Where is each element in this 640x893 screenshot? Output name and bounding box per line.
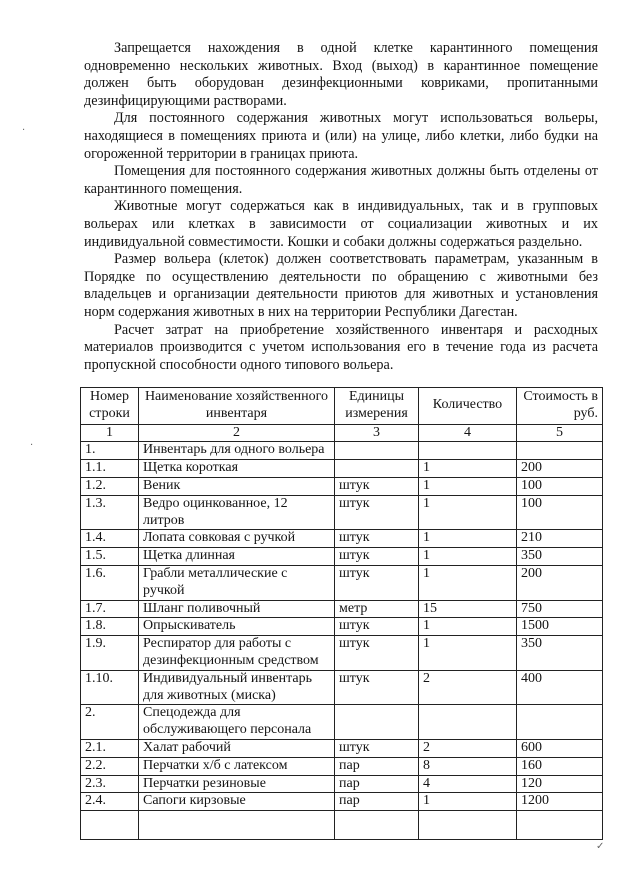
cell-name: Индивидуальный инвентарь для животных (миска)	[139, 670, 335, 705]
cell-cost: 350	[517, 636, 603, 671]
cell-qty: 1	[419, 460, 517, 478]
cell-qty: 1	[419, 618, 517, 636]
empty-cell	[139, 811, 335, 840]
table-row	[81, 757, 603, 775]
cell-num: 1.5.	[81, 548, 139, 566]
paragraph: Животные могут содержаться как в индивидуальных, так и в групповых вольерах или клетках в зависимости от социализации животных и их индивидуальной совместимости. Кошки и собаки должны содержаться раздельно.	[84, 198, 598, 250]
table-row	[81, 775, 603, 793]
cell-num: 1.4.	[81, 530, 139, 548]
empty-row	[81, 811, 603, 840]
paragraph: Для постоянного содержания животных могут использоваться вольеры, находящиеся в помещениях приюта и (или) на улице, либо клетки, либо будки на огороженной территории в границах приюта.	[84, 110, 598, 162]
cell-name: Ведро оцинкованное, 12 литров	[139, 495, 335, 530]
cell-cost	[517, 442, 603, 460]
column-number: 1	[81, 424, 139, 442]
cell-unit: метр	[335, 600, 419, 618]
table-row	[81, 530, 603, 548]
table-header-row	[81, 388, 603, 425]
cell-unit: пар	[335, 757, 419, 775]
cell-num: 2.3.	[81, 775, 139, 793]
cell-qty	[419, 705, 517, 740]
column-number: 2	[139, 424, 335, 442]
paragraph: Запрещается нахождения в одной клетке карантинного помещения одновременно нескольких животных. Вход (выход) в карантинное помещение должен быть оборудован дезинфекционными ковриками, пропитанными дезинфицирующими растворами.	[84, 40, 598, 109]
table-row	[81, 460, 603, 478]
table-section-row	[81, 442, 603, 460]
column-number-row	[81, 424, 603, 442]
margin-mark: ·	[30, 440, 34, 451]
column-number: 5	[517, 424, 603, 442]
cell-qty: 1	[419, 495, 517, 530]
cell-name: Респиратор для работы с дезинфекционным средством	[139, 636, 335, 671]
cell-num: 2.	[81, 705, 139, 740]
cell-cost: 350	[517, 548, 603, 566]
cell-cost: 200	[517, 565, 603, 600]
body-text	[84, 40, 598, 374]
cell-num: 1.8.	[81, 618, 139, 636]
table-section-row	[81, 705, 603, 740]
cell-num: 2.1.	[81, 739, 139, 757]
cell-unit	[335, 460, 419, 478]
cell-cost: 1200	[517, 793, 603, 811]
header-cell: Стоимость в руб.	[517, 388, 603, 425]
cell-num: 1.1.	[81, 460, 139, 478]
empty-cell	[419, 811, 517, 840]
cell-unit: штук	[335, 530, 419, 548]
cell-name: Щетка длинная	[139, 548, 335, 566]
inventory-table	[80, 387, 603, 840]
cell-unit: штук	[335, 636, 419, 671]
cell-name: Лопата совковая с ручкой	[139, 530, 335, 548]
header-cell: Номер строки	[81, 388, 139, 425]
cell-qty: 1	[419, 565, 517, 600]
cell-qty: 2	[419, 670, 517, 705]
cell-cost: 750	[517, 600, 603, 618]
cell-cost: 100	[517, 477, 603, 495]
cell-cost: 1500	[517, 618, 603, 636]
cell-cost: 100	[517, 495, 603, 530]
paragraph: Размер вольера (клеток) должен соответствовать параметрам, указанным в Порядке по осуществлению деятельности по обращению с животными без владельцев и организации деятельности приютов для животных и установления норм содержания животных в них на территории Республики Дагестан.	[84, 251, 598, 320]
cell-name: Халат рабочий	[139, 739, 335, 757]
cell-qty: 2	[419, 739, 517, 757]
cell-qty: 1	[419, 530, 517, 548]
cell-num: 1.9.	[81, 636, 139, 671]
cell-qty: 1	[419, 477, 517, 495]
header-cell: Единицы измерения	[335, 388, 419, 425]
table-row	[81, 636, 603, 671]
cell-qty	[419, 442, 517, 460]
cell-name: Спецодежда для обслуживающего персонала	[139, 705, 335, 740]
cell-name: Шланг поливочный	[139, 600, 335, 618]
table-row	[81, 548, 603, 566]
cell-cost: 600	[517, 739, 603, 757]
cell-unit: штук	[335, 548, 419, 566]
empty-cell	[335, 811, 419, 840]
cell-unit: пар	[335, 793, 419, 811]
cell-unit: штук	[335, 495, 419, 530]
cell-qty: 8	[419, 757, 517, 775]
column-number: 3	[335, 424, 419, 442]
cell-name: Опрыскиватель	[139, 618, 335, 636]
table-row	[81, 618, 603, 636]
cell-name: Веник	[139, 477, 335, 495]
cell-unit: штук	[335, 618, 419, 636]
header-cell: Наименование хозяйственного инвентаря	[139, 388, 335, 425]
table-row	[81, 739, 603, 757]
cell-num: 2.2.	[81, 757, 139, 775]
header-cell: Количество	[419, 388, 517, 425]
cell-cost: 400	[517, 670, 603, 705]
cell-num: 1.3.	[81, 495, 139, 530]
cell-num: 1.10.	[81, 670, 139, 705]
cell-unit: штук	[335, 670, 419, 705]
cell-name: Инвентарь для одного вольера	[139, 442, 335, 460]
cell-qty: 4	[419, 775, 517, 793]
cell-name: Грабли металлические с ручкой	[139, 565, 335, 600]
paragraph: Расчет затрат на приобретение хозяйственного инвентаря и расходных материалов производится с учетом использования его в течение года из расчета пропускной способности одного типового вольера.	[84, 321, 598, 373]
cell-unit: пар	[335, 775, 419, 793]
cell-unit: штук	[335, 739, 419, 757]
cell-num: 1.	[81, 442, 139, 460]
empty-cell	[517, 811, 603, 840]
column-number: 4	[419, 424, 517, 442]
cell-cost: 210	[517, 530, 603, 548]
cell-cost	[517, 705, 603, 740]
table-row	[81, 477, 603, 495]
cell-unit: штук	[335, 565, 419, 600]
cell-cost: 200	[517, 460, 603, 478]
cell-qty: 1	[419, 636, 517, 671]
table-row	[81, 793, 603, 811]
table-row	[81, 565, 603, 600]
cell-name: Сапоги кирзовые	[139, 793, 335, 811]
cell-unit	[335, 442, 419, 460]
cell-num: 1.7.	[81, 600, 139, 618]
table-row	[81, 670, 603, 705]
paragraph: Помещения для постоянного содержания животных должны быть отделены от карантинного помещения.	[84, 163, 598, 197]
cell-num: 1.6.	[81, 565, 139, 600]
cell-qty: 1	[419, 548, 517, 566]
table-row	[81, 600, 603, 618]
cell-num: 2.4.	[81, 793, 139, 811]
cell-qty: 15	[419, 600, 517, 618]
cell-qty: 1	[419, 793, 517, 811]
margin-mark: ✓	[596, 841, 605, 852]
empty-cell	[81, 811, 139, 840]
cell-unit	[335, 705, 419, 740]
cell-name: Перчатки резиновые	[139, 775, 335, 793]
cell-cost: 120	[517, 775, 603, 793]
cell-num: 1.2.	[81, 477, 139, 495]
cell-unit: штук	[335, 477, 419, 495]
table-row	[81, 495, 603, 530]
cell-cost: 160	[517, 757, 603, 775]
cell-name: Перчатки х/б с латексом	[139, 757, 335, 775]
cell-name: Щетка короткая	[139, 460, 335, 478]
margin-mark: ·	[22, 125, 26, 136]
